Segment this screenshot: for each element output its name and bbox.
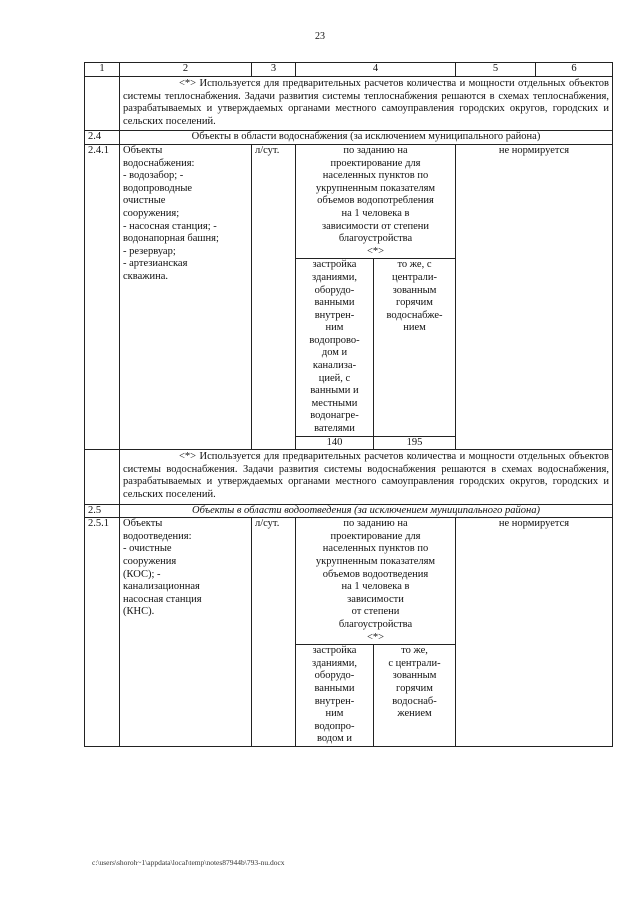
section-sewer-row	[85, 504, 613, 518]
section-sewer-num: 2.5	[85, 504, 120, 518]
section-water-title: Объекты в области водоснабжения (за исключением муниципального района)	[120, 131, 613, 145]
file-path-footer: c:\users\shoroh~1\appdata\local\temp\notes87944b\793-nu.docx	[92, 858, 285, 867]
sewer-basis: по заданию на проектирование для населенных пунктов по укрупненным показателям объемов водоотведения на 1 человека в зависимости от степени благоустройства <*>	[296, 518, 456, 645]
col-header-2: 2	[120, 63, 252, 77]
water-row-num: 2.4.1	[85, 144, 120, 449]
sewer-objects: Объекты водоотведения: - очистные сооружения (КОС); - канализационная насосная станция (КНС).	[120, 518, 252, 747]
water-objects: Объекты водоснабжения: - водозабор; - водопроводные очистные сооружения; - насосная станция; - водонапорная башня; - резервуар; - артезианская скважина.	[120, 144, 252, 449]
water-note-text: <*> Используется для предварительных расчетов количества и мощности отдельных объектов системы водоснабжения. Задачи развития системы водоснабжения решаются в схемах водоснабжения, разрабатываемых и утверждаемых органами местного самоуправления городских округов, городских и сельских поселений.	[123, 451, 609, 500]
sewer-norm: не нормируется	[456, 518, 613, 747]
water-val2: 195	[374, 436, 456, 450]
sewer-unit: л/сут.	[252, 518, 296, 747]
water-note	[120, 450, 613, 504]
col-header-4: 4	[296, 63, 456, 77]
section-water-num: 2.4	[85, 131, 120, 145]
section-sewer-title: Объекты в области водоотведения (за исключением муниципального района)	[120, 504, 613, 518]
col-header-5: 5	[456, 63, 536, 77]
water-norm: не нормируется	[456, 144, 613, 449]
water-note-row	[85, 450, 613, 504]
water-row	[85, 144, 613, 258]
water-unit: л/сут.	[252, 144, 296, 449]
sewer-row-num: 2.5.1	[85, 518, 120, 747]
heat-note	[120, 77, 613, 131]
section-water-row	[85, 131, 613, 145]
sewer-row	[85, 518, 613, 645]
water-val1: 140	[296, 436, 374, 450]
water-basis: по заданию на проектирование для населенных пунктов по укрупненным показателям объемов водопотребления на 1 человека в зависимости от степени благоустройства <*>	[296, 144, 456, 258]
sewer-sub1: застройка зданиями, оборудо- ванными внутрен- ним водопро- водом и	[296, 645, 374, 747]
col-header-6: 6	[536, 63, 613, 77]
norms-table	[84, 62, 613, 747]
sewer-sub2: то же, с централи- зованным горячим водоснаб- жением	[374, 645, 456, 747]
water-sub2: то же, с централи- зованным горячим водоснабже- нием	[374, 259, 456, 436]
heat-note-row	[85, 77, 613, 131]
water-sub1: застройка зданиями, оборудо- ванными внутрен- ним водопрово- дом и канализа- цией, с ванными и местными водонагре- вателями	[296, 259, 374, 436]
heat-note-text: <*> Используется для предварительных расчетов количества и мощности отдельных объектов системы теплоснабжения. Задачи развития системы теплоснабжения решаются в схемах теплоснабжения, разрабатываемых и утверждаемых органами местного самоуправления городских округов, городских и сельских поселений.	[123, 78, 609, 127]
column-number-row	[85, 63, 613, 77]
col-header-1: 1	[85, 63, 120, 77]
page-number: 23	[315, 31, 325, 42]
col-header-3: 3	[252, 63, 296, 77]
